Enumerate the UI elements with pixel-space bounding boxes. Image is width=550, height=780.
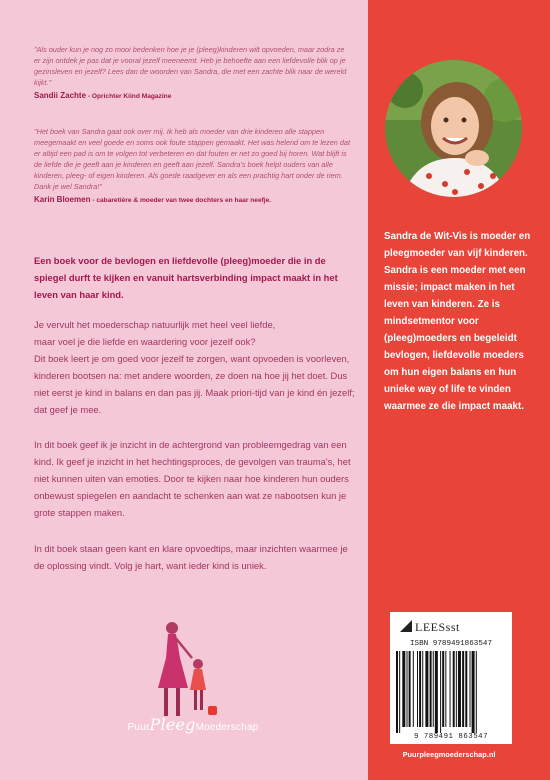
body-paragraph-3: In dit boek staan geen kant en klare opvoedtips, maar inzichten waarmee je de oplossing vindt. Volg je hart, want ieder kind is uniek. bbox=[34, 543, 348, 571]
author-photo bbox=[385, 60, 522, 197]
testimonial-1-attribution bbox=[34, 90, 352, 102]
publisher-name: LEESsst bbox=[415, 620, 460, 634]
barcode-icon bbox=[396, 651, 506, 733]
testimonial-1-author: Sandii Zachte bbox=[34, 91, 87, 100]
barcode-digits: 9 789491 863547 bbox=[413, 733, 489, 741]
logo-word-moederschap: Moederschap bbox=[195, 722, 259, 733]
testimonial-1 bbox=[34, 44, 352, 102]
isbn-label: ISBN 9789491863547 bbox=[409, 640, 493, 648]
testimonial-2-author: Karin Bloemen bbox=[34, 195, 91, 204]
author-bio: Sandra de Wit-Vis is moeder en pleegmoeder van vijf kinderen. Sandra is een moeder met een missie; impact maken in het leven van kinderen. Ze is mindsetmentor voor (pleeg)moeders en begeleidt bevlogen, liefdevolle moeders om hun eigen balans en hun unieke way of life te vinden waarmee ze die impact maakt. bbox=[384, 231, 531, 412]
puur-pleeg-moederschap-logo bbox=[108, 715, 278, 734]
intro-paragraph: Een boek voor de bevlogen en liefdevolle (pleeg)moeder die in de spiegel durft te kijken en vanuit hartsverbinding impact maakt in het leven van haar kind. bbox=[34, 255, 338, 300]
author-portrait-image bbox=[385, 60, 522, 197]
testimonial-2-text: "Het boek van Sandra gaat ook over mij. Ik heb als moeder van drie kinderen alle stappen meegemaakt en veel goede en soms ook foute stappen gemaakt. Het was helend om te lezen dat er altijd een pad is om te volgen tot verbeteren en dat fouten er net zo goed bij horen. Wat blijft is de liefde die je geeft aan je kinderen en geeft aan jezelf. Sandra's boek helpt ouders van alle kinderen, pleeg- of eigen kinderen. Als goede raadgever en als een prachtig hart onder de riem. Dank je wel Sandra!" bbox=[34, 127, 350, 191]
mother-child-illustration bbox=[150, 618, 230, 730]
publisher-logo bbox=[400, 620, 460, 635]
body-paragraph-1-line-1: Je vervult het moederschap natuurlijk met heel veel liefde, bbox=[34, 319, 276, 330]
body-paragraph-1 bbox=[34, 316, 356, 418]
body-paragraph-1-line-2: maar voel je die liefde en waardering voor jezelf ook? bbox=[34, 336, 256, 347]
publisher-mark-icon bbox=[400, 620, 412, 632]
testimonial-1-role: - Oprichter Kiind Magazine bbox=[86, 93, 172, 100]
testimonial-2-role: - cabaretière & moeder van twee dochters en haar neefje. bbox=[90, 197, 272, 204]
logo-word-puur: Puur bbox=[127, 722, 150, 733]
testimonial-2 bbox=[34, 126, 352, 206]
body-paragraph-1-line-3: Dit boek leert je om goed voor jezelf te zorgen, want opvoeden is voorleven, kinderen bootsen na: met andere woorden, ze doen na hoe jij het doet. Dus niet eerst je kind in balans en dan pas jij. Maak priori-tijd van je kind én jezelf; dat geef je mee. bbox=[34, 353, 355, 415]
testimonial-1-text: "Als ouder kun je nog zo mooi bedenken hoe je je (pleeg)kinderen wilt opvoeden, maar zodra ze er zijn ontdek je pas dat je vooral jezelf meeneemt. Heb je behoefte aan een liefdevolle blik op je gezinsleven en jezelf? Lees dan de woorden van Sandra, die met een zachte blik naar de wereld kijkt." bbox=[34, 45, 347, 87]
isbn-barcode-box bbox=[390, 612, 512, 744]
body-paragraph-2: In dit boek geef ik je inzicht in de achtergrond van probleemgedrag van een kind. Ik geef je inzicht in het hechtingsproces, de gevolgen van trauma's, het niet kunnen uiten van emoties. Door te kijken naar hoe kinderen hun ouders onbewust spiegelen en aandacht te schenken aan wat ze nabootsen kun je grote stappen maken. bbox=[34, 439, 351, 518]
website-url: Puurpleegmoederschap.nl bbox=[402, 750, 496, 759]
testimonial-2-attribution bbox=[34, 194, 352, 206]
logo-word-pleeg: Pleeg bbox=[149, 715, 196, 734]
